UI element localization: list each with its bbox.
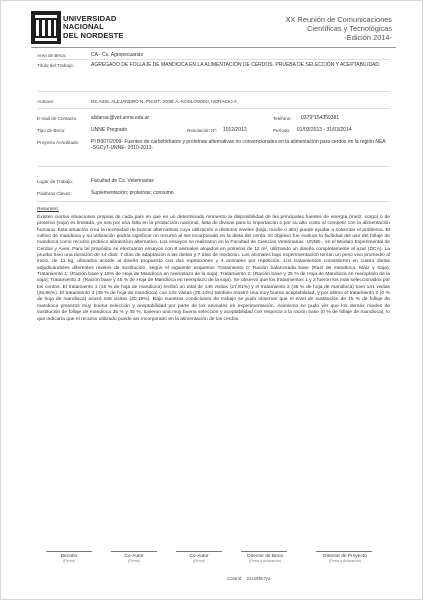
signature-line [176,551,222,552]
field-divider [37,91,390,92]
proyecto-value: PI B007/2009- Fuentes de carbohidratos y proteínas alternativas no convencionales en la alimentación para cerdos en la región NEA -SGCyT-UNNE- 2010-2013. [91,139,386,151]
field-divider [37,166,390,167]
signature-becario [41,554,97,564]
signature-label: Director de Proyecto [323,554,367,559]
titulo-value: AGREGADO DE FOLLAJE DE MANDIOCA EN LA ALIMENTACIÓN DE CERDOS. PRUEBA DE SELECCIÓN Y ACEPTABILIDAD. [91,62,381,68]
autores-value: DE ASIS, ALEJANDRO N.-PICOT, JOSÉ A.-KOSLOWSKI, HORACIO A. [91,99,239,104]
signature-line [111,551,157,552]
proyecto-label: Proyecto Acreditado: [37,140,80,145]
periodo-value: 01/03/2013 - 31/03/2014 [297,127,352,133]
tipo-beca-value: UNNE Pregrado [91,127,128,133]
resumen-title: Resumen: [37,207,59,212]
lugar-label: Lugar de Trabajo: [37,179,74,184]
lugar-value: Facultad de Cs. Veterinarias [91,178,154,184]
university-line: NACIONAL [63,22,104,32]
signature-director-beca [235,554,295,564]
signature-coautor-2 [171,554,227,564]
field-divider [37,108,390,109]
email-label: E-mail de Contacto: [37,116,78,121]
signature-sub: (Firma) [193,559,205,564]
area-value: CA - Cs. Agropecuarias [91,52,143,58]
autores-label: Autores: [37,99,55,104]
control-value: 21s19fm7ya [246,576,271,581]
event-line: XX Reunión de Comunicaciones [285,15,392,24]
signature-coautor-1 [106,554,162,564]
telefono-label: Teléfono: [273,116,292,121]
titulo-label: Título del Trabajo: [37,63,74,68]
university-line: DEL NORDESTE [63,30,124,40]
palabras-label: Palabras Claves: [37,191,72,196]
signature-label: Co-Autor [124,554,144,559]
telefono-value: 0379*154359381 [301,115,340,121]
signature-label: Director de Beca [247,554,283,559]
signature-line [46,551,92,552]
signature-director-proyecto [311,554,379,564]
signature-line [316,551,372,552]
resolucion-label: Resolución Nº: [187,128,218,133]
email-value: alslanac@vet.unne.edu.ar [91,115,150,121]
tipo-beca-label: Tipo de Beca: [37,128,66,133]
event-line: Científicas y Tecnológicas [307,24,392,33]
field-divider [37,59,390,60]
resolucion-value: 1012/2012 [223,127,247,133]
control-label: Control: [227,576,243,581]
university-logo-icon [31,11,61,44]
signature-label: Co-Autor [189,554,209,559]
area-label: Area de Beca: [37,53,67,58]
university-line: UNIVERSIDAD [63,14,117,23]
signature-sub: (Firma) [128,559,140,564]
signature-label: Becario [60,554,78,559]
signature-sub: (Firma y Aclaración) [249,559,281,564]
periodo-label: Período: [273,128,291,133]
palabras-value: Suplementación; proteínas; consumo. [91,190,175,196]
signature-line [241,551,287,552]
event-line: -Edición 2014- [344,33,392,42]
field-divider [37,201,390,202]
event-title [286,15,392,42]
signature-sub: (Firma) [63,559,75,564]
university-name [63,15,124,40]
header-divider [31,47,396,48]
signature-sub: (Firma y Aclaración) [329,559,361,564]
resumen-text: Existen ciertas situaciones propias de cada país en que en un determinado momento la disponibilidad de las principales fuentes de energía (maíz, sorgo) o de proteína (soja) es limitada, ya sea por una falta en la producción nacional, falta de divisas para la importación o por su alto costo al competir con la alimentación humana. Esta situación crea la necesidad de buscar alternativas cuya utilización a distintos niveles (bajo, medio o alto) puede ayudar a solventar el problema. El cultivo de mandioca y su utilización podría significar un recurso al ser incorporado en la dieta del cerdo. El objetivo fue evaluar la facilidad del uso del follaje de mandioca como recurso proteico alimenticio alternativo. Los ensayos se realizaron en la Facultad de Ciencias Veterinarias -UNNE-, en el Módulo Experimental de Cerdos y Aves. Para tal propósito se efectuaron ensayos con 8 animales alojados en potreros de 12 m², utilizando un diseño completamente al azar (DCA). La prueba tuvo una duración de 14 días: 7 días de adaptación a las dietas y 7 días de medición. Los animales bajo experimentación tenían un peso vivo promedio al inicio, de 11 kg, ubicados acorde al diseño propuesto con dos repeticiones y 4 animales por repetición. Los tratamientos consistieron en cuatro dietas adjudicándoles diferentes niveles de sustitución, según el siguiente esquema: Tratamiento 0: Ración balanceada base (Raíz de mandioca, Maíz y Soja); Tratamiento 1: (Ración base y 15% de Hoja de Mandioca en reemplazo de la soja); Tratamiento 2: (Ración base y 35 % de Hoja de Mandioca en reemplazo de la soja); Tratamiento 3: (Ración base y 45 % de Hoja de Mandioca en reemplazo de la soja). Se observó que los tratamientos 1 y 2 fueron los más seleccionados por los cerdos. El tratamiento 1 (15 % de hoja de mandioca) recibió un total de 146 visitas (27,81%) y el tratamiento 2 (35 % de hoja de mandioca) tuvo 141 visitas (26,86%). El tratamiento 3 (45 % de hoja de mandioca) con 132 visitas (25,14%) también mostró una muy buena aceptabilidad, y por último el tratamiento 0 (0 % de hoja de mandioca) acusó 106 visitas (20,19%). Bajo nuestras condiciones de trabajo se pudo observar que el nivel de sustitución de 15 % de follaje de mandioca presentó muy buena selección y aceptabilidad por parte de los animales en experimentación. Asimismo se pudo ver que los demás niveles de sustitución de follaje de mandioca 35 % y 45 %, tuvieron una muy buena selección y aceptabilidad con respecto a la ración base (0 % de follaje de mandioca), lo que indicaría que el recurso utilizado puede ser incorporado en la alimentación de los cerdos. [37,215,390,322]
control-code [227,576,271,581]
